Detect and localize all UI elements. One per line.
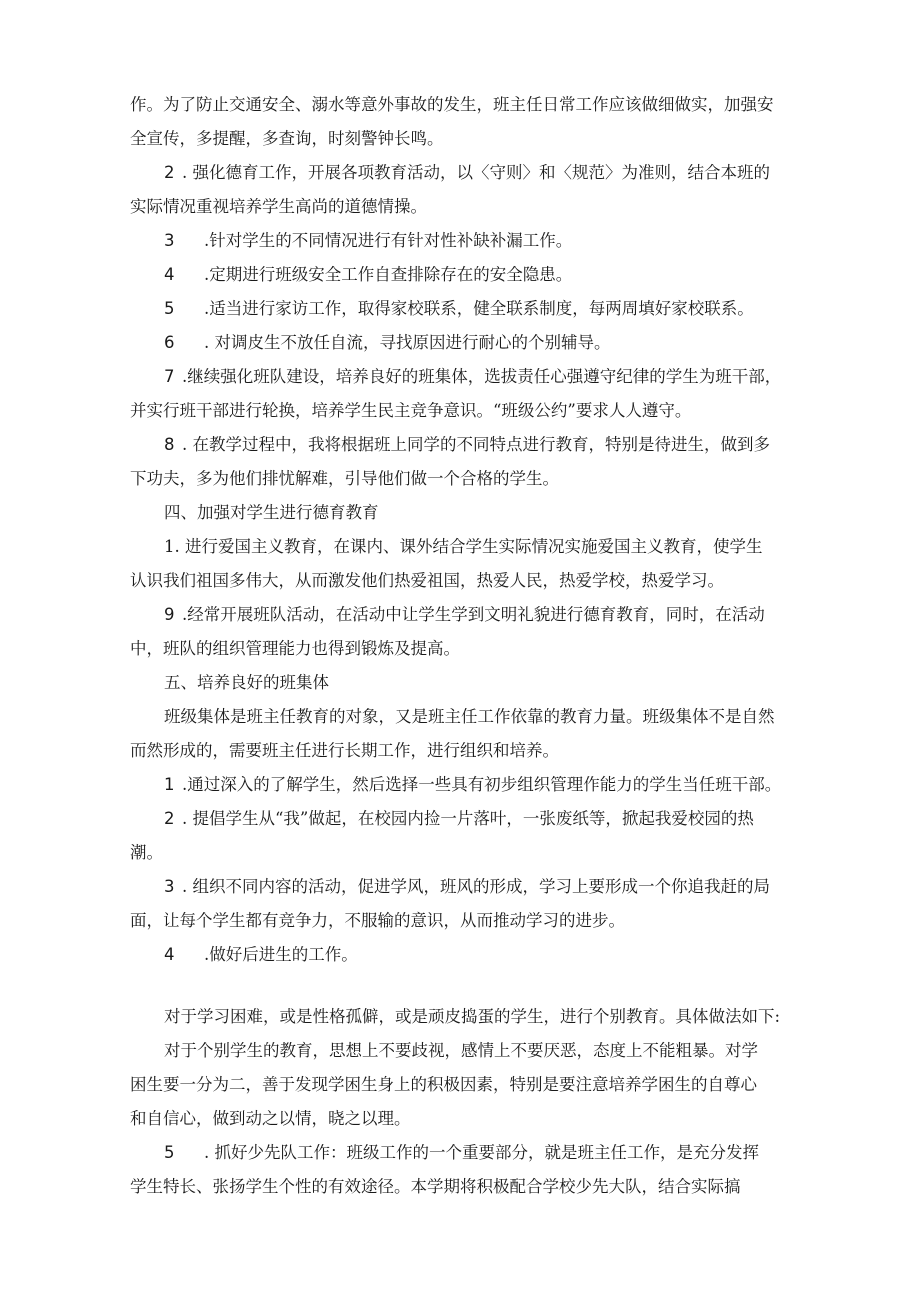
item-number: 4	[164, 265, 175, 284]
item-text: . 强化德育工作，开展各项教育活动，以〈守则〉和〈规范〉为准则，结合本班的	[182, 163, 770, 182]
section-heading: 五、培养良好的班集体	[164, 673, 329, 692]
item-text: .通过深入的了解学生，然后选择一些具有初步组织管理作能力的学生当任班干部。	[182, 775, 782, 794]
list-item	[130, 224, 800, 258]
list-item: 1. 进行爱国主义教育，在课内、课外结合学生实际情况实施爱国主义教育，使学生	[164, 537, 763, 556]
item-text: .继续强化班队建设，培养良好的班集体，选拔责任心强遵守纪律的学生为班干部，	[182, 367, 782, 386]
text-line: 认识我们祖国多伟大，从而激发他们热爱祖国，热爱人民，热爱学校，热爱学习。	[130, 571, 724, 590]
item-number: 6	[164, 333, 175, 352]
item-number: 2	[164, 163, 175, 182]
list-item	[130, 802, 800, 836]
item-number: 7	[164, 367, 175, 386]
list-item	[130, 258, 800, 292]
list-item	[130, 1136, 800, 1170]
list-item	[130, 938, 800, 972]
item-number: 5	[164, 1143, 175, 1162]
text-line: 实际情况重视培养学生高尚的道德情操。	[130, 197, 427, 216]
text-line: 作。为了防止交通安全、溺水等意外事故的发生，班主任日常工作应该做细做实，加强安	[130, 95, 774, 114]
list-item	[130, 428, 800, 462]
item-text: . 在教学过程中，我将根据班上同学的不同特点进行教育，特别是待进生，做到多	[182, 435, 770, 454]
item-text: .经常开展班队活动，在活动中让学生学到文明礼貌进行德育教育，同时，在活动	[182, 605, 765, 624]
list-item	[130, 326, 800, 360]
item-text: .适当进行家访工作，取得家校联系，健全联系制度，每两周填好家校联系。	[204, 299, 754, 318]
item-text: .针对学生的不同情况进行有针对性补缺补漏工作。	[204, 231, 573, 250]
item-number: 1	[164, 775, 175, 794]
text-line: 下功夫，多为他们排忧解难，引导他们做一个合格的学生。	[130, 469, 559, 488]
list-item	[130, 870, 800, 904]
text-line: 困生要一分为二，善于发现学困生身上的积极因素，特别是要注意培养学困生的自尊心	[130, 1075, 757, 1094]
text-line: 潮。	[130, 843, 163, 862]
item-text: . 提倡学生从“我”做起，在校园内捡一片落叶，一张废纸等，掀起我爱校园的热	[182, 809, 754, 828]
item-number: 8	[164, 435, 175, 454]
item-number: 5	[164, 299, 175, 318]
item-text: .定期进行班级安全工作自查排除存在的安全隐患。	[204, 265, 573, 284]
text-line: 和自信心，做到动之以情，晓之以理。	[130, 1109, 411, 1128]
paragraph-gap	[130, 972, 800, 1000]
text-line: 并实行班干部进行轮换，培养学生民主竞争意识。“班级公约”要求人人遵守。	[130, 401, 692, 420]
item-number: 4	[164, 945, 175, 964]
text-line: 全宣传，多提醒，多查询，时刻警钟长鸣。	[130, 129, 444, 148]
item-text: .做好后进生的工作。	[204, 945, 358, 964]
list-item	[130, 292, 800, 326]
list-item	[130, 360, 800, 394]
text-line: 面，让每个学生都有竞争力，不服输的意识，从而推动学习的进步。	[130, 911, 625, 930]
paragraph-line: 对于学习困难，或是性格孤僻，或是顽皮捣蛋的学生，进行个别教育。具体做法如下:	[164, 1007, 781, 1026]
text-line: 而然形成的，需要班主任进行长期工作，进行组织和培养。	[130, 741, 559, 760]
item-number: 3	[164, 877, 175, 896]
item-text: . 抓好少先队工作：班级工作的一个重要部分，就是班主任工作，是充分发挥	[204, 1143, 759, 1162]
item-number: 3	[164, 231, 175, 250]
list-item	[130, 768, 800, 802]
item-number: 2	[164, 809, 175, 828]
item-text: . 组织不同内容的活动，促进学风，班风的形成，学习上要形成一个你追我赶的局	[182, 877, 770, 896]
item-text: . 对调皮生不放任自流，寻找原因进行耐心的个别辅导。	[204, 333, 611, 352]
text-line: 中，班队的组织管理能力也得到锻炼及提高。	[130, 639, 460, 658]
paragraph-line: 班级集体是班主任教育的对象，又是班主任工作依靠的教育力量。班级集体不是自然	[164, 707, 775, 726]
document-body	[130, 88, 800, 1204]
paragraph-line: 对于个别学生的教育，思想上不要歧视，感情上不要厌恶，态度上不能粗暴。对学	[164, 1041, 758, 1060]
list-item	[130, 156, 800, 190]
section-heading: 四、加强对学生进行德育教育	[164, 503, 379, 522]
list-item	[130, 598, 800, 632]
item-number: 9	[164, 605, 175, 624]
text-line: 学生特长、张扬学生个性的有效途径。本学期将积极配合学校少先大队，结合实际搞	[130, 1177, 741, 1196]
